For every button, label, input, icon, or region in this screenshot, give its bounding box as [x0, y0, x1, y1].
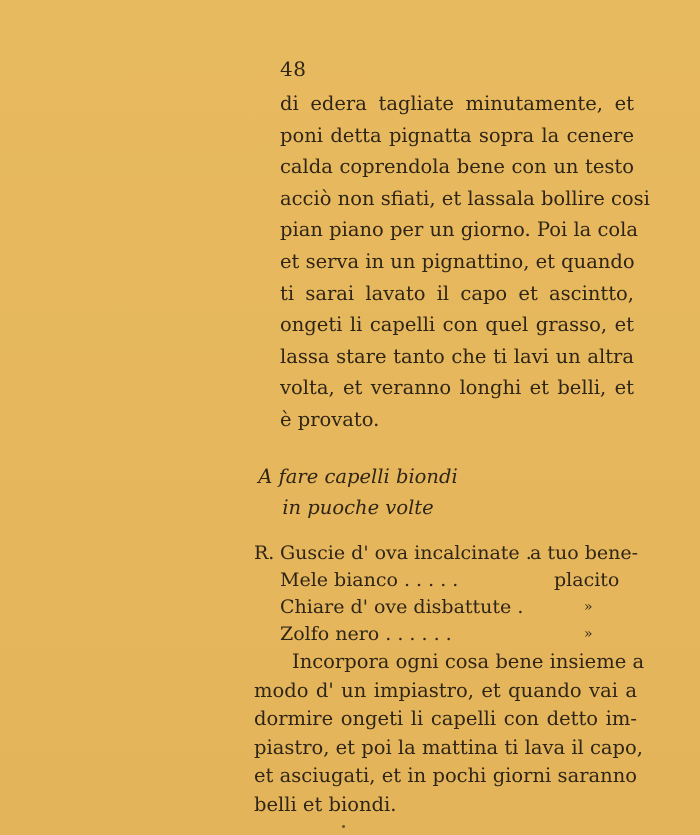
text-line: et asciugati, et in pochi giorni saranno [254, 764, 637, 787]
text-line: di edera tagliate minutamente, et [280, 92, 634, 115]
ingredient-quantity: placito [554, 569, 620, 591]
text-line: pian piano per un giorno. Poi la cola [280, 218, 639, 242]
text-line: ti sarai lavato il capo et ascintto, [280, 281, 634, 305]
text-line: piastro, et poi la mattina ti lava il capo, [254, 735, 643, 759]
recipe-label: R. [254, 542, 275, 564]
text-line: belli et biondi. [254, 792, 397, 816]
text-line: dormire ongeti li capelli con detto im- [254, 707, 637, 730]
ingredient-name: Zolfo nero . . . . . . [280, 623, 452, 645]
text-line: et serva in un pignattino, et quando [280, 249, 635, 273]
ingredient-quantity: » [584, 599, 593, 615]
ingredient-row [254, 540, 644, 567]
ingredient-row [254, 594, 644, 621]
ingredient-name: Chiare d' ove disbattute . [280, 596, 524, 618]
text-line: è provato. [280, 407, 380, 431]
ingredient-name: Guscie d' ova incalcinate . [280, 542, 532, 564]
text-line: volta, et veranno longhi et belli, et [280, 376, 634, 400]
ingredient-quantity: a tuo bene- [530, 542, 639, 564]
paper-speck [342, 825, 345, 828]
ingredient-row [254, 621, 644, 648]
recipe-subtitle: in puoche volte [282, 496, 434, 519]
ingredient-list [254, 540, 644, 648]
text-line: poni detta pignatta sopra la cenere [280, 123, 634, 147]
text-line: ongeti li capelli con quel grasso, et [280, 313, 634, 337]
ingredient-name: Mele bianco . . . . . [280, 569, 459, 591]
page-number: 48 [280, 57, 307, 81]
text-line: acciò non sfiati, et lassala bollire cosi [280, 186, 650, 210]
ingredient-row [254, 567, 644, 594]
text-line: modo d' un impiastro, et quando vai a [254, 678, 637, 702]
ingredient-quantity: » [584, 626, 593, 642]
paragraph-1 [280, 88, 650, 436]
text-line: calda coprendola bene con un testo [280, 155, 634, 179]
text-line: Incorpora ogni cosa bene insieme a [292, 650, 645, 673]
text-line: lassa stare tanto che ti lavi un altra [280, 344, 634, 368]
paragraph-2 [254, 648, 645, 819]
recipe-title: A fare capelli biondi [258, 465, 458, 488]
